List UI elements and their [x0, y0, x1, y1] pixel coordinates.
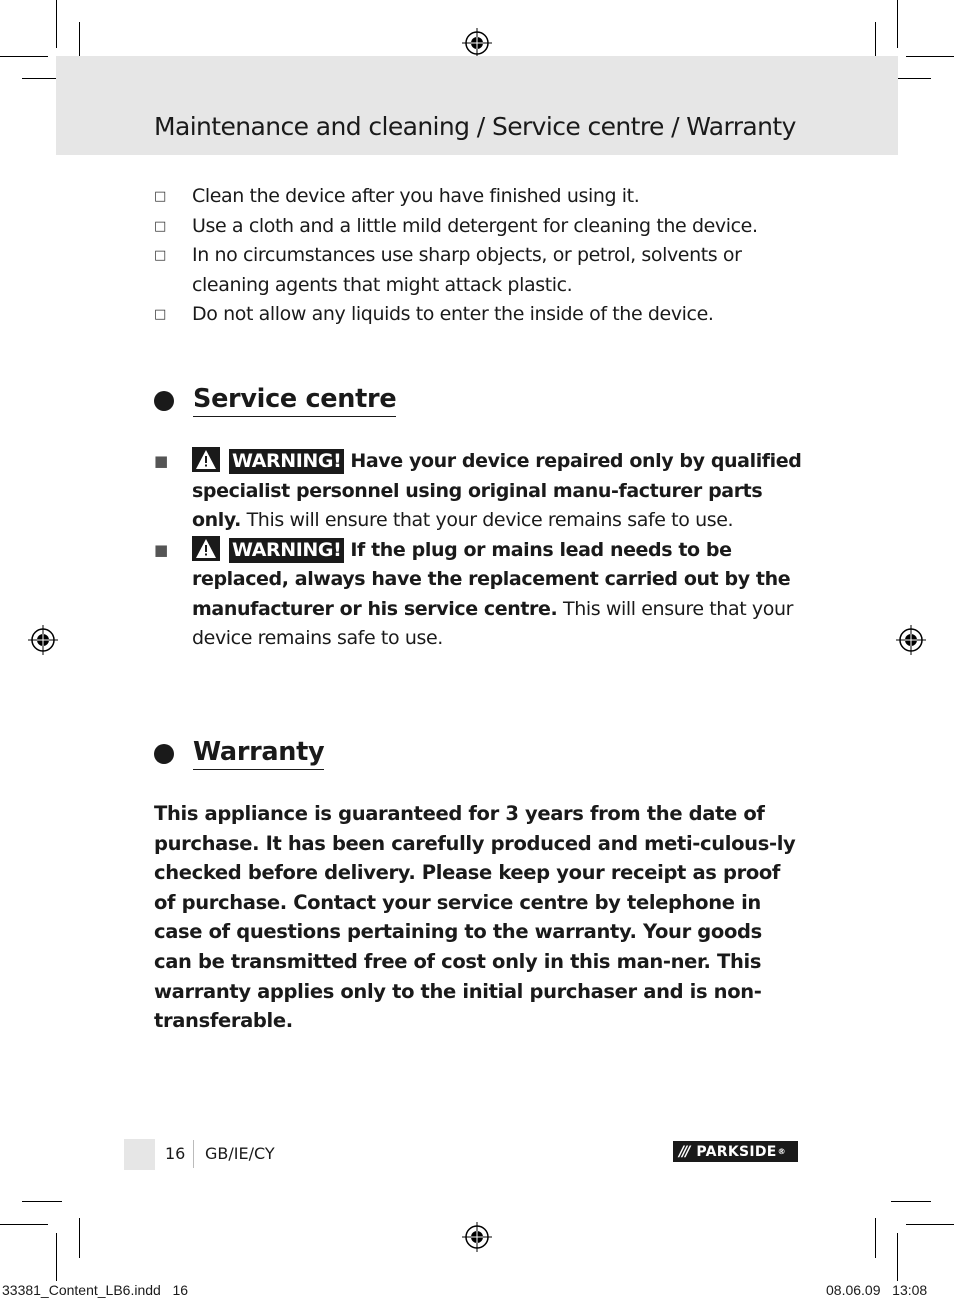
section-title: Warranty — [193, 737, 324, 770]
crop-mark — [906, 56, 954, 57]
crop-mark — [0, 1224, 48, 1225]
list-item — [154, 300, 804, 330]
warning-badge: WARNING! — [229, 538, 344, 563]
warning-triangle-icon — [192, 536, 220, 561]
list-item-text: Use a cloth and a little mild detergent for cleaning the device. — [192, 214, 758, 237]
section-bullet-icon — [154, 391, 174, 411]
list-item — [154, 241, 804, 300]
section-bullet-icon — [154, 744, 174, 764]
warning-bold-text: Have your device repaired only by qualified specialist personnel using original manu-facturer parts only. — [192, 450, 802, 531]
list-item — [154, 182, 804, 212]
footer-tab — [124, 1139, 155, 1170]
registration-mark-icon — [28, 625, 58, 655]
crop-mark — [897, 0, 898, 48]
crop-mark — [56, 0, 57, 48]
page-number: 16 — [165, 1144, 186, 1163]
crop-mark — [0, 56, 48, 57]
warning-bold-text: If the plug or mains lead needs to be replaced, always have the replacement carried out by the manufacturer or his service centre. — [192, 538, 791, 620]
warning-item — [154, 536, 804, 654]
checkbox-bullet-icon: □ — [154, 218, 166, 234]
warranty-heading — [154, 737, 324, 770]
registration-mark-icon — [462, 28, 492, 58]
list-item — [154, 212, 804, 242]
slug-file-info: 33381_Content_LB6.indd 16 — [2, 1282, 189, 1298]
section-title: Service centre — [193, 384, 396, 417]
language-code: GB/IE/CY — [205, 1144, 275, 1163]
registration-mark-icon — [462, 1222, 492, 1252]
footer-divider — [193, 1140, 194, 1168]
registration-mark-icon — [896, 625, 926, 655]
warning-text: This will ensure that your device remains safe to use. — [192, 597, 794, 649]
square-bullet-icon: ■ — [154, 452, 168, 470]
crop-mark — [79, 1218, 80, 1258]
square-bullet-icon: ■ — [154, 540, 168, 559]
slug-timestamp: 08.06.09 13:08 — [826, 1282, 928, 1298]
service-centre-heading — [154, 384, 396, 417]
warning-list — [154, 447, 804, 654]
brand-name: PARKSIDE — [696, 1143, 777, 1160]
warning-item — [154, 447, 804, 536]
list-item-text: In no circumstances use sharp objects, or petrol, solvents or cleaning agents that might attack plastic. — [192, 244, 742, 296]
list-item-text: Clean the device after you have finished using it. — [192, 185, 640, 207]
crop-mark — [897, 1233, 898, 1281]
page-title: Maintenance and cleaning / Service centre / Warranty — [154, 112, 796, 141]
cleaning-list — [154, 182, 804, 330]
brand-stripes: /// — [679, 1143, 689, 1160]
warning-badge: WARNING! — [229, 449, 344, 474]
crop-mark — [56, 1233, 57, 1281]
crop-mark — [22, 1201, 62, 1202]
checkbox-bullet-icon: □ — [154, 189, 166, 204]
checkbox-bullet-icon: □ — [154, 307, 166, 322]
crop-mark — [891, 1201, 931, 1202]
brand-logo — [673, 1141, 798, 1162]
registered-mark: ® — [777, 1147, 786, 1156]
warranty-paragraph: This appliance is guaranteed for 3 years from the date of purchase. It has been carefully produced and meti-culous-ly checked before delivery. Please keep your receipt as proof of purchase. Contact your service centre by telephone in case of questions pertaining to the warranty. Your goods can be transmitted free of cost only in this man-ner. This warranty applies only to the initial purchaser and is non-transferable. — [154, 802, 796, 1033]
crop-mark — [906, 1224, 954, 1225]
crop-mark — [875, 1218, 876, 1258]
list-item-text: Do not allow any liquids to enter the inside of the device. — [192, 303, 714, 325]
warning-triangle-icon — [192, 447, 220, 472]
warning-text: This will ensure that your device remains safe to use. — [246, 509, 734, 531]
checkbox-bullet-icon: □ — [154, 248, 166, 263]
